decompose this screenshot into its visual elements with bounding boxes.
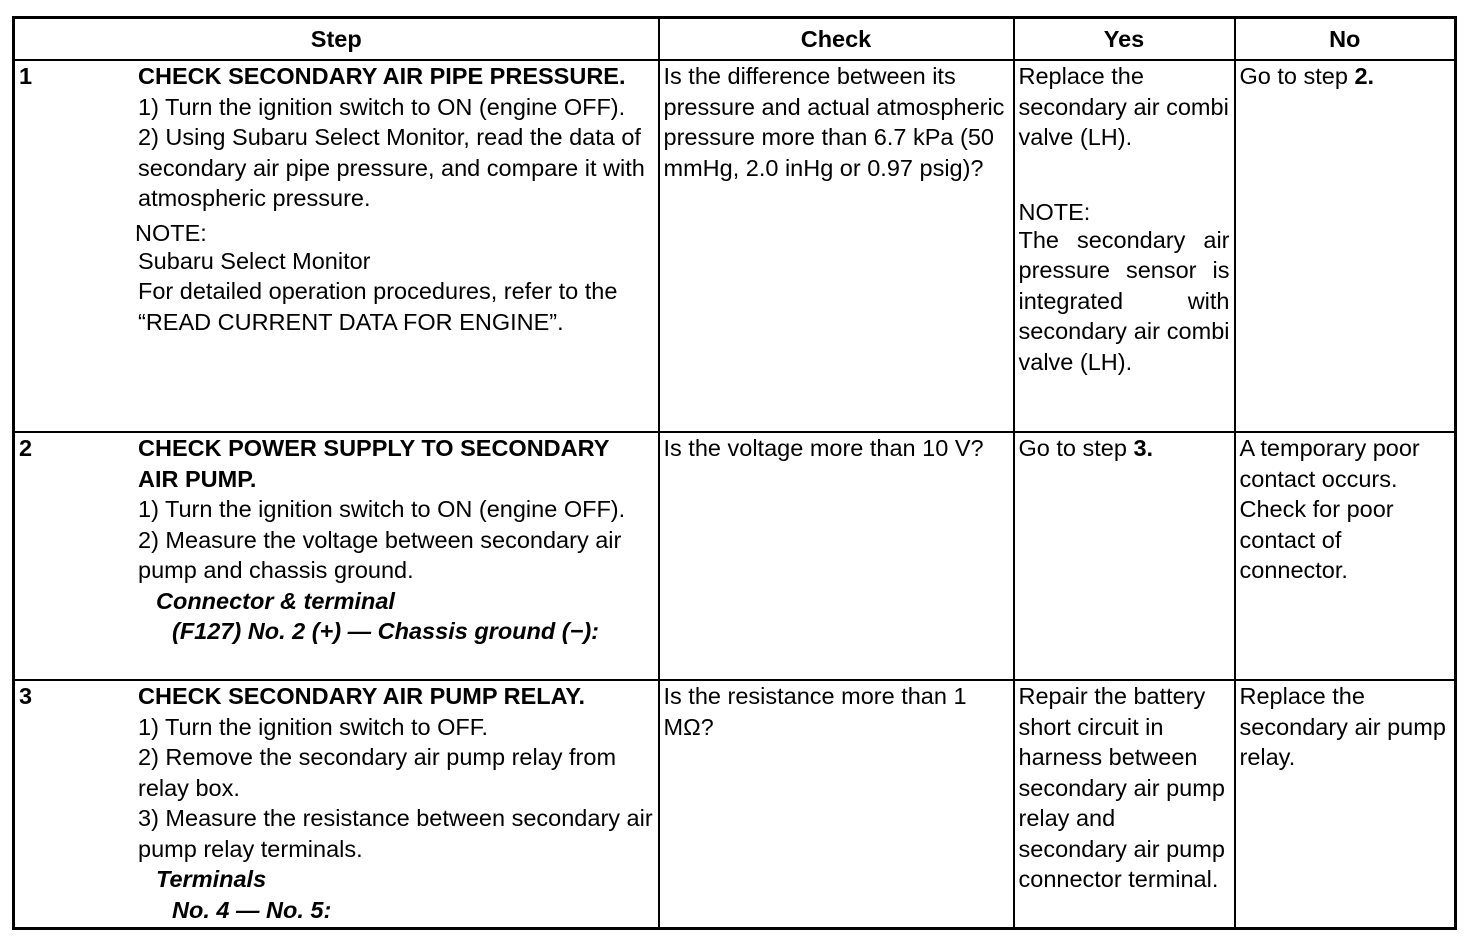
step-title: CHECK SECONDARY AIR PUMP RELAY. xyxy=(138,683,586,709)
table-row xyxy=(14,680,1456,928)
check-cell: Is the difference between its pressure and actual atmospheric pressure more than 6.7 kPa (50 mmHg, 2.0 inHg or 0.97 psig)? xyxy=(659,60,1014,432)
table-row xyxy=(14,432,1456,680)
yes-text: Replace the secondary air combi valve (LH). xyxy=(1018,63,1229,150)
step-title: CHECK SECONDARY AIR PIPE PRESSURE. xyxy=(138,63,626,89)
step-number: 1 xyxy=(19,63,33,89)
substep: 2) Remove the secondary air pump relay from relay box. xyxy=(138,744,617,801)
check-cell: Is the resistance more than 1 MΩ? xyxy=(659,680,1014,928)
connector-value: No. 4 — No. 5: xyxy=(172,896,332,923)
diagnostic-table xyxy=(12,16,1457,930)
substep: 2) Using Subaru Select Monitor, read the data of secondary air pipe pressure, and compare it with atmospheric pressure. xyxy=(138,124,645,211)
note-line: Subaru Select Monitor xyxy=(138,247,371,274)
step-number: 3 xyxy=(19,683,33,709)
table-header-row xyxy=(14,18,1456,61)
step-title: CHECK POWER SUPPLY TO SECONDARY AIR PUMP. xyxy=(138,435,609,492)
step-cell xyxy=(14,432,659,680)
header-step: Step xyxy=(14,18,659,61)
no-cell xyxy=(1235,60,1456,432)
substep: 1) Turn the ignition switch to ON (engine OFF). xyxy=(138,93,626,120)
header-check: Check xyxy=(659,18,1014,61)
step-number: 2 xyxy=(19,435,33,461)
yes-text: Go to step xyxy=(1018,435,1134,461)
note-label: NOTE: xyxy=(135,219,207,246)
check-cell: Is the voltage more than 10 V? xyxy=(659,432,1014,680)
note-line: For detailed operation procedures, refer to the “READ CURRENT DATA FOR ENGINE”. xyxy=(138,278,618,335)
table-row xyxy=(14,60,1456,432)
header-no: No xyxy=(1235,18,1456,61)
goto-step: 2. xyxy=(1354,63,1375,89)
connector-value: (F127) No. 2 (+) — Chassis ground (−): xyxy=(172,618,599,644)
no-text: Go to step xyxy=(1239,63,1355,89)
yes-cell xyxy=(1014,432,1235,680)
no-cell: Replace the secondary air pump relay. xyxy=(1235,680,1456,928)
substep: 3) Measure the resistance between secondary air pump relay terminals. xyxy=(138,805,653,862)
substep: 1) Turn the ignition switch to ON (engine OFF). xyxy=(138,496,626,522)
header-yes: Yes xyxy=(1014,18,1235,61)
yes-note-text: The secondary air pressure sensor is integrated with secondary air combi valve (LH). xyxy=(1018,226,1230,375)
diagnostic-table-container xyxy=(12,16,1454,930)
no-cell: A temporary poor contact occurs. Check for poor contact of connector. xyxy=(1235,432,1456,680)
goto-step: 3. xyxy=(1133,435,1154,461)
yes-cell xyxy=(1014,60,1235,432)
step-cell xyxy=(14,680,659,928)
connector-label: Terminals xyxy=(156,866,267,892)
yes-note-label: NOTE: xyxy=(1018,198,1091,225)
step-cell xyxy=(14,60,659,432)
substep: 2) Measure the voltage between secondary air pump and chassis ground. xyxy=(138,526,622,583)
connector-label: Connector & terminal xyxy=(156,587,395,614)
substep: 1) Turn the ignition switch to OFF. xyxy=(138,713,489,740)
yes-cell: Repair the battery short circuit in harness between secondary air pump relay and secondary air pump connector terminal. xyxy=(1014,680,1235,928)
